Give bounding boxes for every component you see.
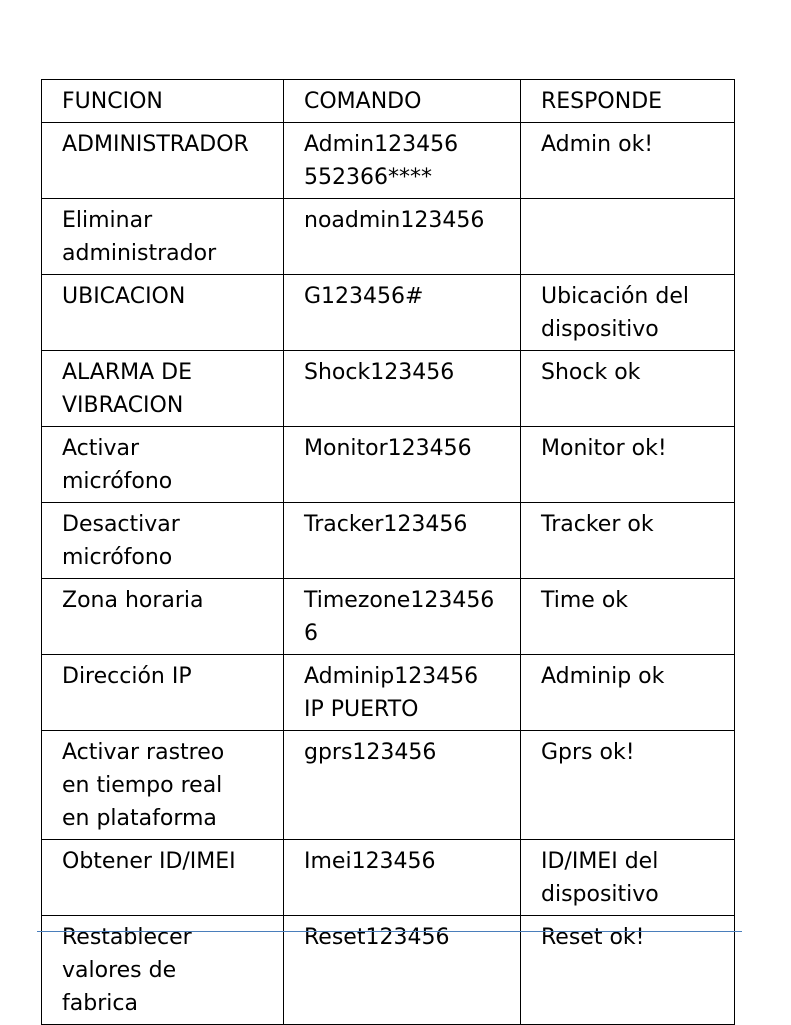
cell-responde: Ubicación del dispositivo xyxy=(521,275,735,351)
table-row xyxy=(42,351,735,427)
cell-funcion: Dirección IP xyxy=(42,655,284,731)
table-row xyxy=(42,731,735,840)
cell-responde: Reset ok! xyxy=(521,916,735,1025)
cell-responde: Adminip ok xyxy=(521,655,735,731)
table-row xyxy=(42,840,735,916)
table-row xyxy=(42,199,735,275)
cell-comando: Adminip123456 IP PUERTO xyxy=(284,655,521,731)
cell-comando: Imei123456 xyxy=(284,840,521,916)
cell-funcion: Desactivar micrófono xyxy=(42,503,284,579)
cell-comando: G123456# xyxy=(284,275,521,351)
cell-comando: noadmin123456 xyxy=(284,199,521,275)
cell-funcion: Activar micrófono xyxy=(42,427,284,503)
cell-comando: Reset123456 xyxy=(284,916,521,1025)
table-row xyxy=(42,579,735,655)
table-row xyxy=(42,655,735,731)
table-row xyxy=(42,503,735,579)
cell-funcion: Restablecer valores de fabrica xyxy=(42,916,284,1025)
cell-responde: Gprs ok! xyxy=(521,731,735,840)
table-header-row xyxy=(42,80,735,123)
cell-funcion: ADMINISTRADOR xyxy=(42,123,284,199)
cell-responde: ID/IMEI del dispositivo xyxy=(521,840,735,916)
cell-responde: Tracker ok xyxy=(521,503,735,579)
cell-funcion: ALARMA DE VIBRACION xyxy=(42,351,284,427)
cell-comando: Admin123456 552366**** xyxy=(284,123,521,199)
cell-responde xyxy=(521,199,735,275)
cell-funcion: Activar rastreo en tiempo real en plataforma xyxy=(42,731,284,840)
cell-comando: Monitor123456 xyxy=(284,427,521,503)
cell-responde: Monitor ok! xyxy=(521,427,735,503)
table-row xyxy=(42,427,735,503)
cell-responde: Time ok xyxy=(521,579,735,655)
bottom-rule xyxy=(37,931,742,932)
cell-funcion: Eliminar administrador xyxy=(42,199,284,275)
cell-funcion: UBICACION xyxy=(42,275,284,351)
cell-responde: Admin ok! xyxy=(521,123,735,199)
header-cell-comando: COMANDO xyxy=(284,80,521,123)
header-cell-responde: RESPONDE xyxy=(521,80,735,123)
cell-funcion: Zona horaria xyxy=(42,579,284,655)
cell-comando: Tracker123456 xyxy=(284,503,521,579)
table-row xyxy=(42,275,735,351)
cell-funcion: Obtener ID/IMEI xyxy=(42,840,284,916)
cell-comando: Shock123456 xyxy=(284,351,521,427)
cell-responde: Shock ok xyxy=(521,351,735,427)
header-cell-funcion: FUNCION xyxy=(42,80,284,123)
command-table xyxy=(41,79,735,1025)
table-row xyxy=(42,123,735,199)
cell-comando: Timezone123456 6 xyxy=(284,579,521,655)
cell-comando: gprs123456 xyxy=(284,731,521,840)
